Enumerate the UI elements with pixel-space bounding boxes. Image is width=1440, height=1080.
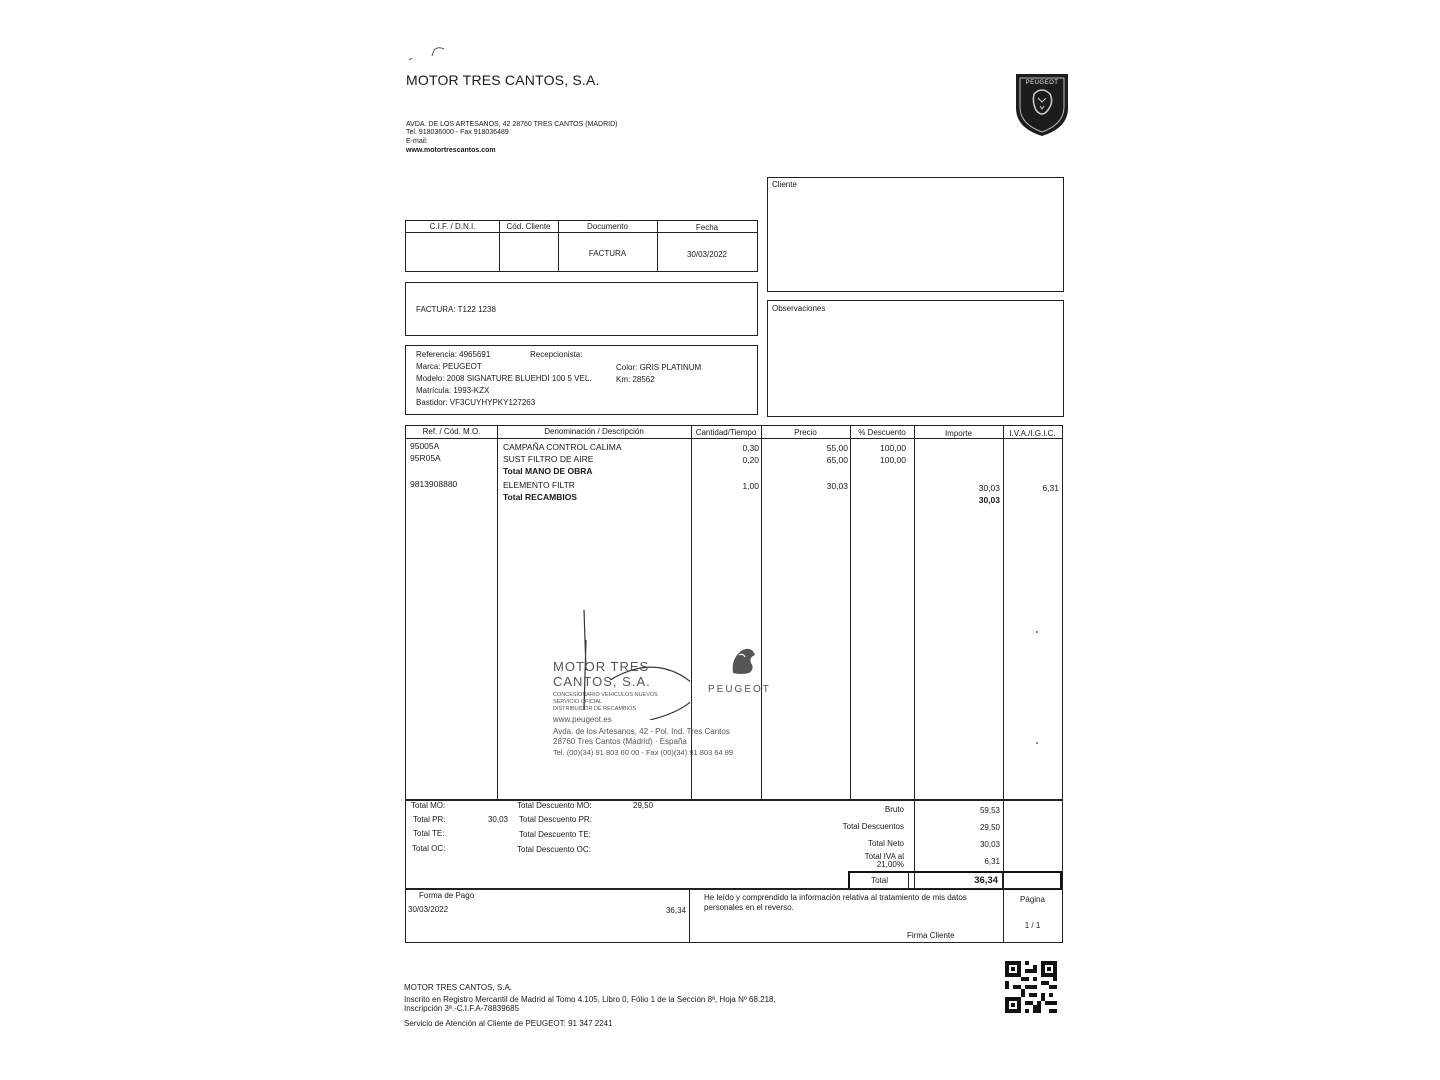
row0-disc: 100,00 (880, 443, 906, 453)
col-price: Precio (794, 428, 817, 437)
row3-desc: ELEMENTO FILTR (503, 480, 575, 490)
scan-speck (1036, 742, 1038, 744)
col-iva: I.V.A./I.G.I.C. (1009, 429, 1056, 438)
desc-mo-value: 29,50 (633, 801, 654, 810)
bruto-value: 59,53 (979, 806, 1000, 815)
total-value: 36,34 (974, 875, 998, 886)
observations-box (767, 300, 1064, 417)
total-pr-label: Total PR: (413, 815, 446, 824)
neto-value: 30,03 (979, 840, 1000, 849)
company-name: MOTOR TRES CANTOS, S.A. (406, 72, 600, 88)
firma-cliente: Firma Cliente (907, 931, 955, 940)
row0-desc: CAMPAÑA CONTROL CALIMA (503, 442, 622, 452)
stamp-line5: DISTRIBUIDOR DE RECAMBIOS (553, 706, 637, 712)
documento-value: FACTURA (588, 249, 627, 258)
total-mo-label: Total MO: (411, 801, 446, 810)
total-label: Total (871, 876, 888, 885)
desc-mo-label: Total Descuento MO: (517, 801, 592, 810)
stamp-line6: www.peugeot.es (553, 715, 612, 724)
row1-qty: 0,20 (742, 455, 759, 465)
descuentos-label: Total Descuentos (842, 822, 904, 831)
lion-icon (725, 643, 761, 679)
col-documento: Documento (587, 222, 628, 231)
footer-name: MOTOR TRES CANTOS, S.A. (404, 983, 513, 992)
row0-price: 55,00 (826, 443, 848, 453)
iva-value: 6,31 (984, 857, 1000, 866)
row3-qty: 1,00 (742, 481, 759, 491)
col-qty: Cantidad/Tiempo (695, 428, 757, 437)
footer-registry-1: Inscrito en Registro Mercantil de Madrid al Tomo 4.105, Libro 0, Fólio 1 de la Sección 8ª, Hoja Nº 68.218, (404, 995, 776, 1004)
neto-label: Total Neto (867, 839, 904, 848)
col-cod-cliente: Cód. Cliente (506, 222, 551, 231)
company-stamp (550, 655, 810, 765)
vehicle-marca: Marca: PEUGEOT (416, 362, 482, 371)
col-ref: Ref. / Cód. M.O. (422, 427, 481, 436)
row1-disc: 100,00 (880, 455, 906, 465)
row4-amount: 30,03 (978, 495, 1000, 505)
stamp-line2: CANTOS, S.A. (553, 674, 651, 689)
company-web: www.motortrescantos.com (406, 147, 496, 154)
total-te-label: Total TE: (413, 829, 445, 838)
invoice-number-box (405, 282, 758, 336)
page-value: 1 / 1 (1024, 921, 1041, 930)
footer-service: Servicio de Atención al Cliente de PEUGEOT: 91 347 2241 (404, 1019, 613, 1028)
iva-label-1: Total IVA al (864, 852, 904, 861)
col-disc: % Descuento (858, 428, 906, 437)
total-pr-value: 30,03 (487, 815, 508, 824)
vehicle-color: Color: GRIS PLATINUM (616, 363, 702, 372)
payment-label: Forma de Pago (419, 891, 475, 900)
vehicle-box (405, 345, 758, 415)
invoice-number: FACTURA: T122 1238 (416, 305, 496, 314)
descuentos-value: 29,50 (979, 823, 1000, 832)
col-desc: Denominación / Descripción (544, 427, 644, 436)
observations-label: Observaciones (772, 304, 826, 313)
stamp-line8: 28760 Tres Cantos (Madrid) · España (553, 737, 687, 746)
row3-ref: 9813908880 (410, 479, 458, 489)
desc-oc-label: Total Descuento OC: (517, 845, 591, 854)
row1-ref: 95R05A (410, 453, 441, 463)
row3-iva: 6,31 (1042, 483, 1059, 493)
row4-desc: Total RECAMBIOS (503, 492, 577, 502)
row1-price: 65,00 (826, 455, 848, 465)
stamp-line4: SERVICIO OFICIAL (553, 699, 603, 705)
bruto-label: Bruto (884, 805, 904, 814)
privacy-notice-2: personales en el reverso. (704, 903, 794, 912)
page-label: Página (1020, 895, 1045, 904)
payment-amount: 36,34 (665, 906, 686, 915)
row1-desc: SUST FILTRO DE AIRE (503, 454, 594, 464)
payment-box (405, 888, 1063, 943)
row2-desc: Total MANO DE OBRA (503, 466, 593, 476)
row0-ref: 95005A (410, 441, 440, 451)
privacy-notice-1: He leído y comprendido la información relativa al tratamiento de mis datos (704, 893, 967, 902)
row3-amount: 30,03 (978, 483, 1000, 493)
peugeot-logo (1012, 72, 1072, 138)
client-label: Cliente (772, 180, 797, 189)
totals-box (405, 800, 1063, 890)
row0-qty: 0,30 (742, 443, 759, 453)
vehicle-modelo: Modelo: 2008 SIGNATURE BLUEHDI 100 5 VEL. (416, 374, 592, 383)
company-email-label: E-mail: (406, 138, 428, 145)
scan-speck (1036, 631, 1038, 633)
total-oc-label: Total OC: (412, 844, 446, 853)
scan-mark (406, 44, 456, 64)
iva-label-2: 21,00% (876, 860, 904, 869)
stamp-line1: MOTOR TRES (553, 659, 650, 674)
stamp-line3: CONCESIONARIO VEHICULOS NUEVOS (553, 692, 658, 698)
footer-registry-2: Inscripción 3ª.-C.I.F.A-78839685 (404, 1004, 520, 1013)
desc-pr-label: Total Descuento PR: (519, 815, 592, 824)
company-phone: Tel. 918036000 - Fax 918036489 (406, 129, 509, 136)
header-table (405, 220, 758, 272)
stamp-brand: PEUGEOT (708, 684, 771, 695)
vehicle-matricula: Matrícula: 1993-KZX (416, 386, 490, 395)
stamp-line7: Avda. de los Artesanos, 42 - Pol. Ind. Tres Cantos (553, 727, 730, 736)
col-cif: C.I.F. / D.N.I. (429, 222, 476, 231)
client-box (767, 177, 1064, 292)
col-amount: Importe (944, 429, 973, 438)
vehicle-km: Km: 28562 (616, 375, 655, 384)
row3-price: 30,03 (826, 481, 848, 491)
payment-date: 30/03/2022 (408, 905, 449, 914)
vehicle-bastidor: Bastidor: VF3CUYHYPKY127263 (416, 398, 536, 407)
vehicle-referencia: Referencia: 4965691 (416, 350, 491, 359)
logo-text: PEUGEOT (1025, 80, 1059, 86)
company-address: AVDA. DE LOS ARTESANOS, 42 28760 TRES CANTOS (MADRID) (406, 121, 618, 128)
qr-code-icon (1005, 961, 1057, 1013)
fecha-value: 30/03/2022 (686, 250, 728, 259)
desc-te-label: Total Descuento TE: (519, 830, 591, 839)
col-fecha: Fecha (695, 223, 719, 232)
stamp-line9: Tel. (00)(34) 91 803 60 00 - Fax (00)(34) 91 803 64 89 (553, 748, 734, 757)
vehicle-recepcionista: Recepcionista: (530, 350, 583, 359)
